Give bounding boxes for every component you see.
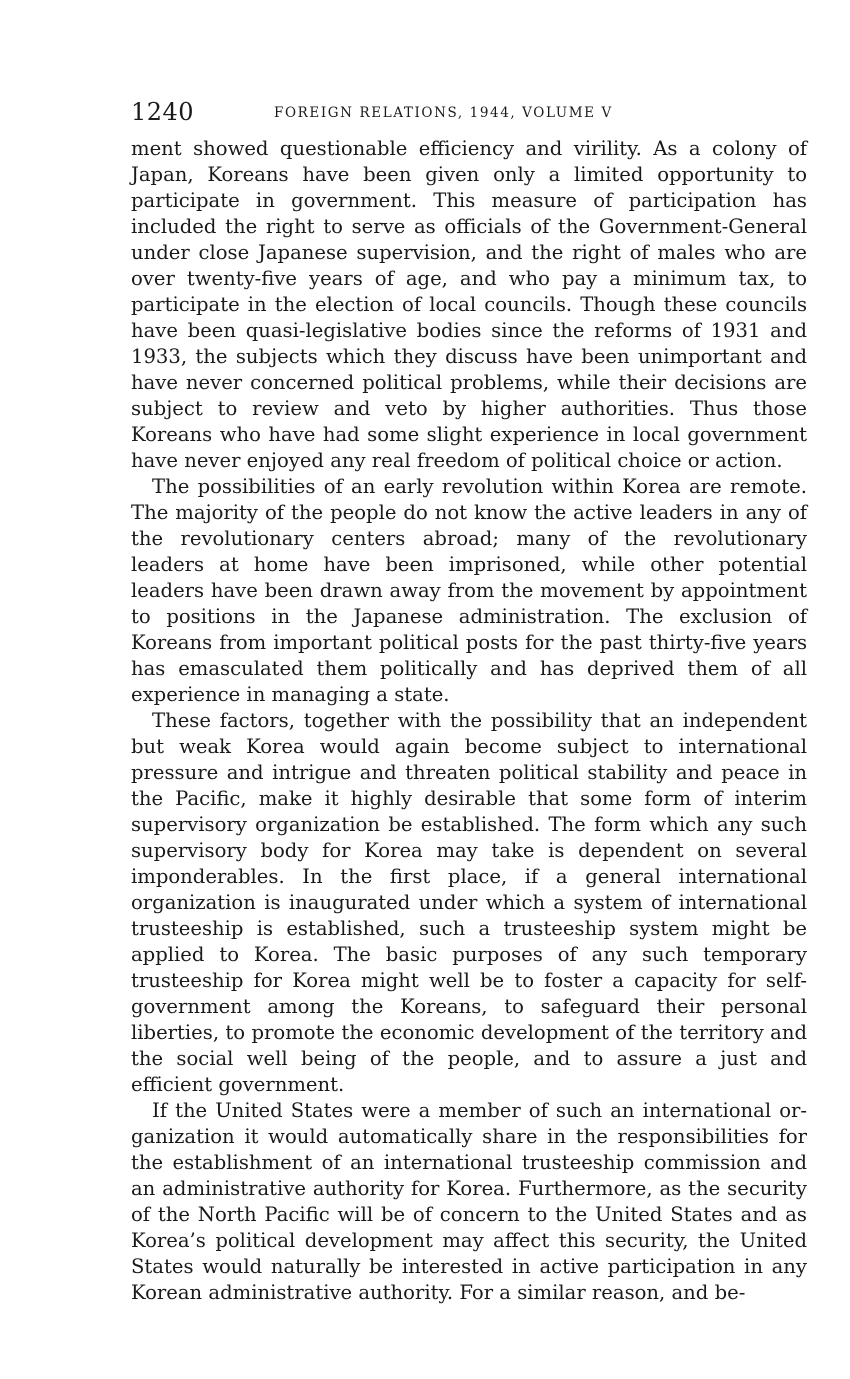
running-header	[131, 95, 807, 129]
paragraph-interim-supervision: These factors, together with the possibility that an independent but weak Korea would again become subject to international pressure and intrigue and threaten political stability and peace in the Pacific, make it highly desirable that some form of interim supervisory organization be established. The form which any such supervisory body for Korea may take is dependent on several imponderables. In the first place, if a general international organization is inaugurated under which a system of international trusteeship is established, such a trusteeship system might be applied to Korea. The basic purposes of any such temporary trusteeship for Korea might well be to foster a capacity for self-government among the Koreans, to safeguard their personal liberties, to promote the economic development of the territory and the social well being of the people, and to assure a just and efficient government.	[131, 709, 807, 1096]
paragraph-us-participation: If the United States were a member of such an international organization it would automatically share in the responsibilities for the establishment of an international trusteeship commission and an administrative authority for Korea. Furthermore, as the security of the North Pacific will be of concern to the United States and as Korea’s political development may affect this security, the United States would naturally be interested in active participation in any Korean administrative authority. For a similar reason, and be-	[131, 1099, 807, 1304]
document-page	[131, 95, 807, 1306]
paragraph-continued: ment showed questionable efficiency and virility. As a colony of Japan, Koreans have been given only a limited opportunity to participate in government. This measure of participation has included the right to serve as officials of the Government-General under close Japanese supervision, and the right of males who are over twenty-five years of age, and who pay a minimum tax, to participate in the election of local councils. Though these councils have been quasi-legislative bodies since the reforms of 1931 and 1933, the subjects which they discuss have been unimportant and have never concerned political problems, while their decisions are subject to review and veto by higher authorities. Thus those Koreans who have had some slight experience in local government have never enjoyed any real freedom of political choice or action.	[131, 137, 807, 472]
running-title: FOREIGN RELATIONS, 1944, VOLUME V	[274, 105, 613, 121]
paragraph-revolution-prospects: The possibilities of an early revolution within Korea are remote. The majority of the people do not know the active leaders in any of the revolutionary centers abroad; many of the revolutionary leaders at home have been imprisoned, while other potential leaders have been drawn away from the movement by appointment to positions in the Japanese administration. The exclusion of Koreans from important political posts for the past thirty-five years has emasculated them politically and has deprived them of all experience in managing a state.	[131, 475, 807, 706]
body-text	[131, 136, 807, 1306]
page-number: 1240	[131, 98, 195, 126]
